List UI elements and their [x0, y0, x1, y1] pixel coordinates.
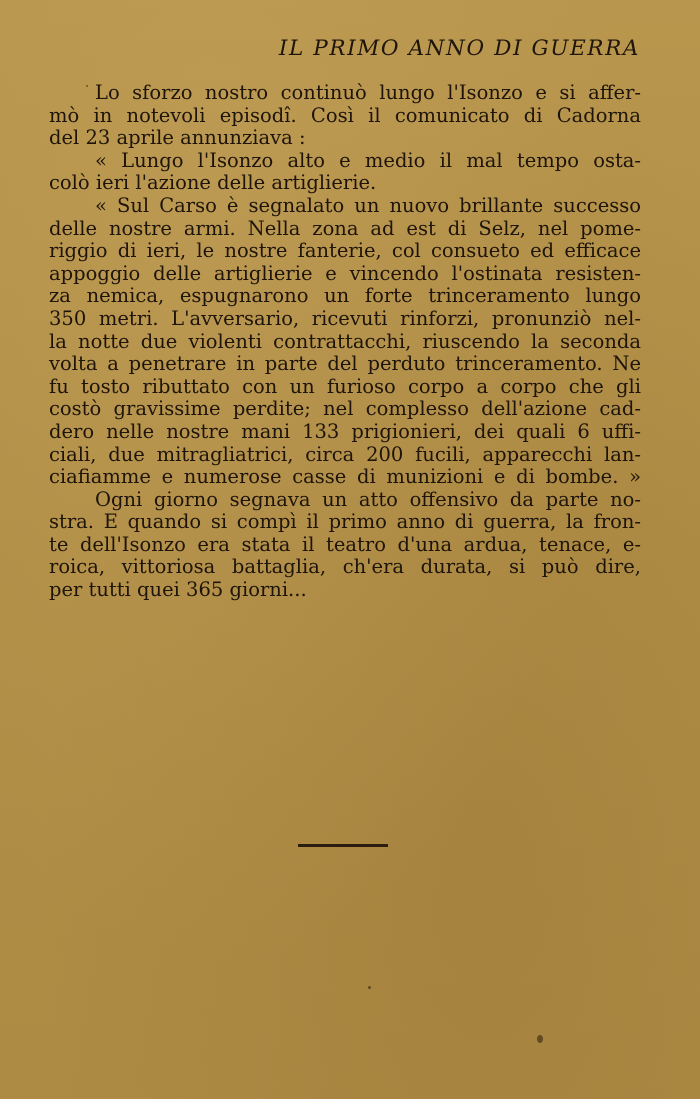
paper-speck — [368, 986, 371, 989]
text-line: per tutti quei 365 giorni... — [49, 578, 307, 602]
text-line: costò gravissime perdite; nel complesso dell'azione cad- — [49, 397, 641, 421]
text-line: za nemica, espugnarono un forte trinceramento lungo — [49, 284, 641, 308]
text-line: appoggio delle artiglierie e vincendo l'ostinata resisten- — [49, 261, 641, 285]
text-line: Ogni giorno segnava un atto offensivo da parte no- — [95, 487, 641, 511]
running-header-title: IL PRIMO ANNO DI GUERRA — [278, 36, 640, 61]
body-text — [49, 82, 641, 602]
paper-speck — [86, 85, 88, 87]
text-line: la notte due violenti contrattacchi, riuscendo la seconda — [49, 329, 641, 353]
text-line: ciafiamme e numerose casse di munizioni e di bombe. » — [49, 465, 641, 489]
text-line: riggio di ieri, le nostre fanterie, col consueto ed efficace — [49, 239, 641, 263]
text-line: stra. E quando si compì il primo anno di guerra, la fron- — [49, 510, 641, 534]
text-line: Lo sforzo nostro continuò lungo l'Isonzo e si affer- — [95, 81, 641, 104]
text-line: te dell'Isonzo era stata il teatro d'una ardua, tenace, e- — [49, 532, 641, 556]
paper-speck — [537, 1035, 543, 1043]
text-line: del 23 aprile annunziava : — [49, 126, 306, 150]
text-line: fu tosto ributtato con un furioso corpo a corpo che gli — [49, 374, 641, 398]
text-line: mò in notevoli episodî. Così il comunicato di Cadorna — [49, 103, 641, 127]
text-line: volta a penetrare in parte del perduto trinceramento. Ne — [49, 352, 641, 376]
text-line: « Lungo l'Isonzo alto e medio il mal tempo osta- — [95, 148, 641, 172]
text-line: dero nelle nostre mani 133 prigionieri, dei quali 6 uffi- — [49, 419, 641, 443]
text-line: ciali, due mitragliatrici, circa 200 fucili, apparecchi lan- — [49, 442, 641, 466]
text-line: « Sul Carso è segnalato un nuovo brillante successo — [95, 193, 641, 217]
text-line: delle nostre armi. Nella zona ad est di Selz, nel pome- — [49, 216, 641, 240]
text-line: 350 metri. L'avversario, ricevuti rinforzi, pronunziò nel- — [49, 306, 641, 330]
text-line: roica, vittoriosa battaglia, ch'era durata, si può dire, — [49, 555, 641, 579]
section-end-rule — [298, 844, 388, 847]
text-line: colò ieri l'azione delle artiglierie. — [49, 171, 377, 195]
